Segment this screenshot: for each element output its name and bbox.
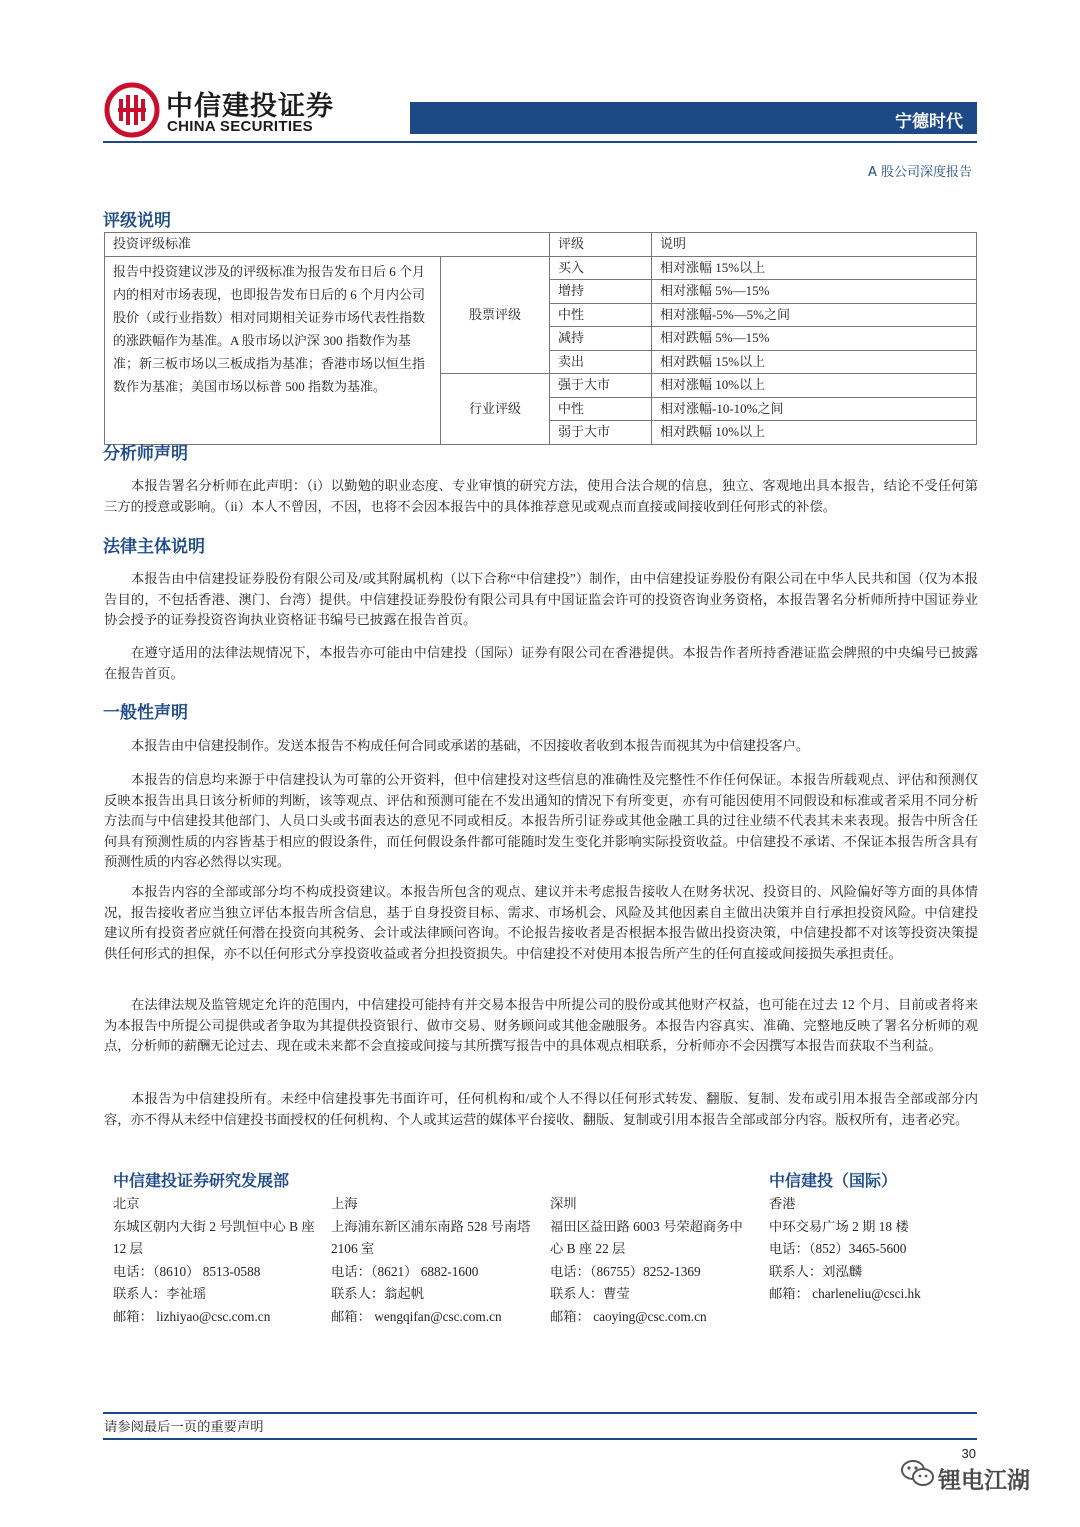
general-paragraph: 本报告内容的全部或部分均不构成投资建议。本报告所包含的观点、建议并未考虑报告接收人在财务状况、投资目的、风险偏好等方面的具体情况，报告接收者应当独立评估本报告所含信息，基于自身投资目标、需求、市场机会、风险及其他因素自主做出决策并自行承担投资风险。中信建投建议所有投资者应就任何潜在投资向其税务、会计或法律顾问咨询。不论报告接收者是否根据本报告做出投资决策，中信建投都不对该等投资决策提供任何形式的担保，亦不以任何形式分享投资收益或者分担投资损失。中信建投不对使用本报告所产生的任何直接或间接损失承担责任。 [104,884,978,961]
office-contact: 联系人：刘泓麟 [769,1263,863,1279]
rating-section-title: 评级说明 [103,211,171,231]
footer-divider [103,1412,977,1414]
wechat-watermark [900,1458,1060,1502]
office-contact: 联系人：曹莹 [550,1286,630,1301]
office-city: 深圳 [550,1196,577,1211]
watermark-text: 锂电江湖 [938,1468,1030,1494]
intl-dept-title: 中信建投（国际） [769,1171,898,1190]
wechat-icon [900,1458,936,1490]
rating-table [104,232,977,445]
table-header-row [105,233,977,257]
table-header-cell: 投资评级标准 [105,233,550,257]
logo-english-name: CHINA SECURITIES [167,118,313,135]
citic-logo-icon [104,82,160,138]
office-shenzhen [550,1193,755,1328]
footer-note: 请参阅最后一页的重要声明 [104,1420,264,1435]
office-shanghai [331,1193,536,1328]
general-section-title: 一般性声明 [103,703,188,723]
general-paragraph: 在法律法规及监管规定允许的范围内，中信建投可能持有并交易本报告中所提公司的股份或其他财产权益，也可能在过去 12 个月、目前或者将来为本报告中所提公司提供或者争取为其提供投资银行、做市交易、财务顾问或其他金融服务。本报告内容真实、准确、完整地反映了署名分析师的观点，分析师的薪酬无论过去、现在或未来都不会直接或间接与其所撰写报告中的具体观点相联系，分析师亦不会因撰写本报告而获取不当利益。 [104,997,978,1053]
rating-standard-text: 报告中投资建议涉及的评级标准为报告发布日后 6 个月内的相对市场表现，也即报告发布日后的 6 个月内公司股价（或行业指数）相对同期相关证券市场代表性指数的涨跌幅作为基准。A 股市场以沪深 300 指数作为基准；新三板市场以三板成指为基准；香港市场以恒生指数作为基准；美国市场以标普 500 指数为基准。 [105,256,441,444]
office-hongkong [769,1193,974,1306]
header-divider [103,141,977,143]
office-city: 北京 [113,1196,140,1211]
office-phone: 电话：（86755）8252-1369 [550,1263,701,1279]
office-address: 中环交易广场 2 期 18 楼 [769,1218,909,1234]
stock-rating-label: 股票评级 [441,256,550,374]
rating-level: 增持 [550,280,652,304]
office-city: 香港 [769,1196,796,1211]
company-name: 宁德时代 [895,112,963,132]
analyst-section-title: 分析师声明 [103,444,188,464]
rating-desc: 相对涨幅-5%—5%之间 [652,303,977,327]
footer-divider [103,1438,977,1440]
office-email[interactable]: 邮箱： lizhiyao@csc.com.cn [113,1308,271,1324]
rating-desc: 相对跌幅 10%以上 [652,421,977,445]
rating-desc: 相对涨幅 15%以上 [652,256,977,280]
analyst-statement: 本报告署名分析师在此声明：（i）以勤勉的职业态度、专业审慎的研究方法，使用合法合规的信息，独立、客观地出具本报告，结论不受任何第三方的授意或影响。（ii）本人不曾因，不因，也将不会因本报告中的具体推荐意见或观点而直接或间接收到任何形式的补偿。 [104,478,978,514]
company-banner [410,102,977,134]
rating-level: 中性 [550,303,652,327]
table-header-cell: 评级 [550,233,652,257]
report-type: A 股公司深度报告 [867,165,972,180]
legal-paragraph: 在遵守适用的法律法规情况下，本报告亦可能由中信建投（国际）证券有限公司在香港提供。本报告作者所持香港证监会牌照的中央编号已披露在报告首页。 [104,645,978,681]
rating-level: 强于大市 [550,374,652,398]
office-contact: 联系人：李祉瑶 [113,1286,207,1301]
office-email[interactable]: 邮箱： caoying@csc.com.cn [550,1308,707,1324]
office-contact: 联系人：翁起帆 [331,1286,425,1301]
office-phone: 电话：（852）3465-5600 [769,1241,907,1256]
office-phone: 电话：（8610） 8513-0588 [113,1263,261,1279]
logo-chinese-name: 中信建投证券 [166,91,334,122]
legal-section-title: 法律主体说明 [103,537,205,557]
general-paragraph: 本报告由中信建投制作。发送本报告不构成任何合同或承诺的基础，不因接收者收到本报告而视其为中信建投客户。 [131,738,810,753]
office-email[interactable]: 邮箱： charleneliu@csci.hk [769,1286,921,1301]
rating-level: 卖出 [550,350,652,374]
office-address: 东城区朝内大街 2 号凯恒中心 B 座 12 层 [113,1218,315,1256]
table-row [105,256,977,280]
general-paragraph: 本报告的信息均来源于中信建投认为可靠的公开资料，但中信建投对这些信息的准确性及完整性不作任何保证。本报告所载观点、评估和预测仅反映本报告出具日该分析师的判断，该等观点、评估和预测可能在不发出通知的情况下有所变更，亦有可能因使用不同假设和标准或者采用不同分析方法而与中信建投其他部门、人员口头或书面表达的意见不同或相反。本报告所引证券或其他金融工具的过往业绩不代表其未来表现。报告中所含任何具有预测性质的内容皆基于相应的假设条件，而任何假设条件都可能随时发生变化并影响实际投资收益。中信建投不承诺、不保证本报告所含具有预测性质的内容必然得以实现。 [104,772,978,869]
rating-level: 中性 [550,397,652,421]
rating-desc: 相对涨幅 10%以上 [652,374,977,398]
rating-level: 弱于大市 [550,421,652,445]
office-address: 福田区益田路 6003 号荣超商务中心 B 座 22 层 [550,1218,743,1256]
rating-desc: 相对涨幅-10-10%之间 [652,397,977,421]
office-address: 上海浦东新区浦东南路 528 号南塔 2106 室 [331,1218,531,1256]
industry-rating-label: 行业评级 [441,374,550,445]
rating-desc: 相对涨幅 5%—15% [652,280,977,304]
rating-desc: 相对跌幅 15%以上 [652,350,977,374]
office-beijing [113,1193,318,1328]
research-dept-title: 中信建投证券研究发展部 [113,1171,290,1190]
rating-level: 买入 [550,256,652,280]
office-email[interactable]: 邮箱： wengqifan@csc.com.cn [331,1308,502,1324]
page-number: 30 [961,1446,976,1461]
office-phone: 电话：（8621） 6882-1600 [331,1263,479,1279]
rating-desc: 相对跌幅 5%—15% [652,327,977,351]
rating-level: 减持 [550,327,652,351]
legal-paragraph: 本报告由中信建投证券股份有限公司及/或其附属机构（以下合称“中信建投”）制作，由中信建投证券股份有限公司在中华人民共和国（仅为本报告目的，不包括香港、澳门、台湾）提供。中信建投证券股份有限公司具有中国证监会许可的投资咨询业务资格，本报告署名分析师所持中国证券业协会授予的证券投资咨询执业资格证书编号已披露在报告首页。 [104,571,978,627]
table-header-cell: 说明 [652,233,977,257]
office-city: 上海 [331,1196,358,1211]
general-paragraph: 本报告为中信建投所有。未经中信建投事先书面许可，任何机构和/或个人不得以任何形式转发、翻版、复制、发布或引用本报告全部或部分内容，亦不得从未经中信建投书面授权的任何机构、个人或其运营的媒体平台接收、翻版、复制或引用本报告全部或部分内容。版权所有，违者必究。 [104,1091,978,1127]
